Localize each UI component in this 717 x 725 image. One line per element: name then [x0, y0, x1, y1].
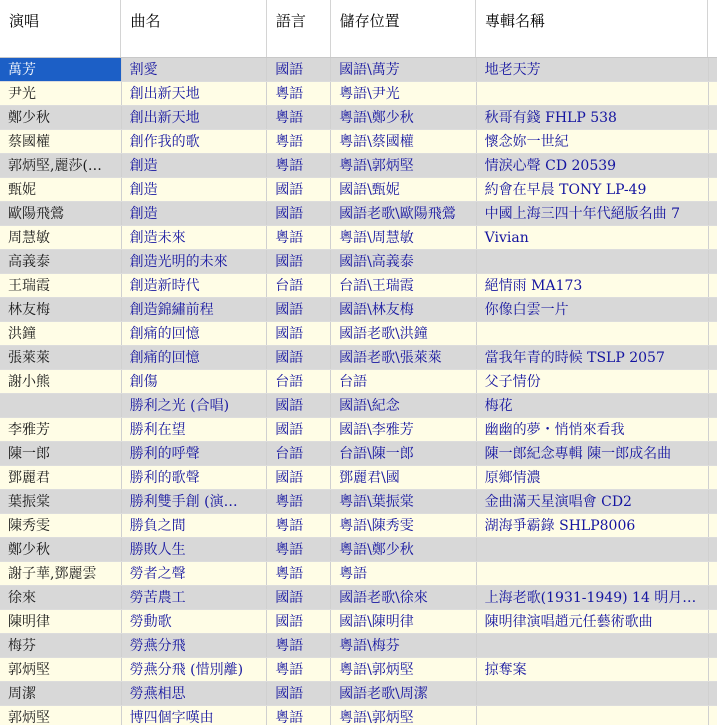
cell-singer: 鄭少秋: [0, 106, 122, 129]
table-row[interactable]: [0, 586, 717, 610]
cell-singer: 蔡國權: [0, 130, 122, 153]
cell-singer: 李雅芳: [0, 418, 122, 441]
cell-singer: 洪鐘: [0, 322, 122, 345]
cell-path: 國語\陳明律: [331, 610, 477, 633]
cell-lang: 粵語: [267, 514, 331, 537]
cell-singer: 尹光: [0, 82, 122, 105]
cell-lang: 國語: [267, 586, 331, 609]
table-row[interactable]: [0, 610, 717, 634]
cell-album: [477, 706, 709, 725]
cell-song: 創造: [122, 154, 268, 177]
cell-lang: 國語: [267, 178, 331, 201]
cell-path: 粵語\鄭少秋: [331, 538, 477, 561]
cell-path: 粵語\尹光: [331, 82, 477, 105]
table-row[interactable]: [0, 538, 717, 562]
cell-spacer: [709, 82, 717, 105]
cell-path: 粵語\梅芬: [331, 634, 477, 657]
cell-path: 粵語\周慧敏: [331, 226, 477, 249]
cell-song: 勝利之光 (合唱): [122, 394, 268, 417]
cell-singer: 郭炳堅: [0, 658, 122, 681]
cell-song: 創造錦繡前程: [122, 298, 268, 321]
cell-album: [477, 82, 709, 105]
cell-album: 金曲滿天星演唱會 CD2: [477, 490, 709, 513]
cell-album: [477, 250, 709, 273]
cell-album: 你像白雲一片: [477, 298, 709, 321]
cell-album: 絕情雨 MA173: [477, 274, 709, 297]
cell-album: 中國上海三四十年代絕版名曲 7: [477, 202, 709, 225]
cell-album: [477, 634, 709, 657]
cell-album: 梅花: [477, 394, 709, 417]
cell-path: 國語老歌\張萊萊: [331, 346, 477, 369]
cell-lang: 粵語: [267, 82, 331, 105]
column-header-song[interactable]: 曲名: [121, 0, 266, 57]
cell-lang: 粵語: [267, 538, 331, 561]
cell-singer: 歐陽飛鶯: [0, 202, 122, 225]
table-row[interactable]: [0, 418, 717, 442]
cell-album: [477, 538, 709, 561]
cell-song: 創出新天地: [122, 82, 268, 105]
cell-singer: 陳明律: [0, 610, 122, 633]
table-row[interactable]: [0, 154, 717, 178]
cell-singer: 葉振棠: [0, 490, 122, 513]
cell-lang: 國語: [267, 202, 331, 225]
table-row[interactable]: [0, 490, 717, 514]
cell-spacer: [709, 322, 717, 345]
cell-lang: 粵語: [267, 562, 331, 585]
cell-spacer: [709, 562, 717, 585]
cell-spacer: [709, 586, 717, 609]
table-row[interactable]: [0, 58, 717, 82]
cell-song: 創痛的回憶: [122, 346, 268, 369]
cell-album: 地老天芳: [477, 58, 709, 81]
table-row[interactable]: [0, 442, 717, 466]
table-row[interactable]: [0, 106, 717, 130]
cell-path: 鄧麗君\國: [331, 466, 477, 489]
cell-path: 粵語\陳秀雯: [331, 514, 477, 537]
cell-singer: 陳秀雯: [0, 514, 122, 537]
cell-song: 勞燕分飛 (惜別離): [122, 658, 268, 681]
cell-singer: 王瑞霞: [0, 274, 122, 297]
cell-song: 創造未來: [122, 226, 268, 249]
cell-album: 掠奪案: [477, 658, 709, 681]
cell-song: 創造: [122, 178, 268, 201]
cell-path: 台語\王瑞霞: [331, 274, 477, 297]
table-row[interactable]: [0, 130, 717, 154]
cell-lang: 國語: [267, 418, 331, 441]
cell-singer: 周慧敏: [0, 226, 122, 249]
cell-spacer: [709, 178, 717, 201]
cell-spacer: [709, 514, 717, 537]
cell-lang: 國語: [267, 394, 331, 417]
cell-singer: 謝小熊: [0, 370, 122, 393]
cell-song: 創造: [122, 202, 268, 225]
cell-spacer: [709, 106, 717, 129]
cell-song: 創造光明的未來: [122, 250, 268, 273]
cell-path: 國語\紀念: [331, 394, 477, 417]
cell-path: 粵語: [331, 562, 477, 585]
cell-spacer: [709, 538, 717, 561]
cell-song: 割愛: [122, 58, 268, 81]
cell-lang: 粵語: [267, 130, 331, 153]
cell-path: 粵語\鄭少秋: [331, 106, 477, 129]
cell-lang: 國語: [267, 322, 331, 345]
table-row[interactable]: [0, 226, 717, 250]
cell-spacer: [709, 682, 717, 705]
cell-spacer: [709, 706, 717, 725]
cell-album: 陳一郎紀念專輯 陳一郎成名曲: [477, 442, 709, 465]
cell-spacer: [709, 202, 717, 225]
cell-spacer: [709, 442, 717, 465]
cell-song: 創出新天地: [122, 106, 268, 129]
column-header-singer[interactable]: 演唱: [0, 0, 121, 57]
cell-song: 勞苦農工: [122, 586, 268, 609]
cell-singer: 張萊萊: [0, 346, 122, 369]
cell-lang: 國語: [267, 58, 331, 81]
cell-singer: 徐來: [0, 586, 122, 609]
cell-path: 台語: [331, 370, 477, 393]
cell-song: 勝負之間: [122, 514, 268, 537]
cell-song: 勝利雙手創 (演…: [122, 490, 268, 513]
table-row[interactable]: [0, 394, 717, 418]
table-row[interactable]: [0, 322, 717, 346]
cell-song: 創作我的歌: [122, 130, 268, 153]
cell-spacer: [709, 658, 717, 681]
cell-album: 當我年青的時候 TSLP 2057: [477, 346, 709, 369]
cell-lang: 國語: [267, 682, 331, 705]
column-header-spacer: [708, 0, 717, 57]
cell-spacer: [709, 226, 717, 249]
cell-path: 國語\林友梅: [331, 298, 477, 321]
cell-path: 台語\陳一郎: [331, 442, 477, 465]
table-row[interactable]: [0, 202, 717, 226]
cell-singer: 謝子華,鄧麗雲: [0, 562, 122, 585]
cell-lang: 國語: [267, 346, 331, 369]
cell-song: 勝利的歌聲: [122, 466, 268, 489]
cell-song: 創造新時代: [122, 274, 268, 297]
table-row[interactable]: [0, 346, 717, 370]
cell-singer: 甄妮: [0, 178, 122, 201]
cell-path: 國語\萬芳: [331, 58, 477, 81]
cell-spacer: [709, 610, 717, 633]
cell-singer: 郭炳堅: [0, 706, 122, 725]
table-row[interactable]: [0, 562, 717, 586]
table-row[interactable]: [0, 274, 717, 298]
cell-song: 博四個字嘆由: [122, 706, 268, 725]
cell-album: 幽幽的夢・悄悄來看我: [477, 418, 709, 441]
table-header: [0, 0, 717, 58]
cell-path: 國語老歌\周潔: [331, 682, 477, 705]
table-row[interactable]: [0, 682, 717, 706]
cell-path: 粵語\郭炳堅: [331, 154, 477, 177]
cell-singer: 鄧麗君: [0, 466, 122, 489]
column-header-language[interactable]: 語言: [267, 0, 331, 57]
cell-spacer: [709, 634, 717, 657]
cell-spacer: [709, 130, 717, 153]
cell-spacer: [709, 154, 717, 177]
cell-album: 約會在早晨 TONY LP-49: [477, 178, 709, 201]
cell-spacer: [709, 394, 717, 417]
cell-path: 國語老歌\洪鐘: [331, 322, 477, 345]
cell-album: 湖海爭霸錄 SHLP8006: [477, 514, 709, 537]
cell-spacer: [709, 466, 717, 489]
cell-lang: 粵語: [267, 154, 331, 177]
cell-lang: 粵語: [267, 106, 331, 129]
cell-song: 勞動歌: [122, 610, 268, 633]
cell-lang: 粵語: [267, 490, 331, 513]
table-row[interactable]: [0, 514, 717, 538]
cell-song: 勝利的呼聲: [122, 442, 268, 465]
cell-lang: 國語: [267, 250, 331, 273]
cell-path: 粵語\郭炳堅: [331, 658, 477, 681]
cell-album: 原鄉情濃: [477, 466, 709, 489]
cell-lang: 國語: [267, 466, 331, 489]
table-body: [0, 58, 717, 725]
cell-path: 國語\李雅芳: [331, 418, 477, 441]
table-row[interactable]: [0, 634, 717, 658]
table-row[interactable]: [0, 706, 717, 725]
table-row[interactable]: [0, 250, 717, 274]
cell-singer: [0, 394, 122, 417]
cell-song: 創傷: [122, 370, 268, 393]
cell-spacer: [709, 298, 717, 321]
cell-spacer: [709, 250, 717, 273]
cell-lang: 粵語: [267, 658, 331, 681]
cell-album: 懷念妳一世紀: [477, 130, 709, 153]
cell-spacer: [709, 418, 717, 441]
table-row[interactable]: [0, 658, 717, 682]
cell-album: Vivian: [477, 226, 709, 249]
cell-song: 勞燕分飛: [122, 634, 268, 657]
cell-spacer: [709, 58, 717, 81]
cell-singer: 鄭少秋: [0, 538, 122, 561]
table-row[interactable]: [0, 82, 717, 106]
cell-spacer: [709, 346, 717, 369]
cell-singer: 高義泰: [0, 250, 122, 273]
cell-song: 勞者之聲: [122, 562, 268, 585]
cell-album: 父子情份: [477, 370, 709, 393]
cell-lang: 國語: [267, 610, 331, 633]
cell-album: 情淚心聲 CD 20539: [477, 154, 709, 177]
cell-lang: 國語: [267, 298, 331, 321]
cell-album: [477, 682, 709, 705]
cell-singer: 陳一郎: [0, 442, 122, 465]
cell-path: 國語\高義泰: [331, 250, 477, 273]
cell-album: 上海老歌(1931-1949) 14 明月…: [477, 586, 709, 609]
cell-path: 國語老歌\歐陽飛鶯: [331, 202, 477, 225]
cell-path: 粵語\葉振棠: [331, 490, 477, 513]
cell-album: 秋哥有錢 FHLP 538: [477, 106, 709, 129]
cell-spacer: [709, 370, 717, 393]
cell-path: 國語\甄妮: [331, 178, 477, 201]
table-row[interactable]: [0, 466, 717, 490]
table-row[interactable]: [0, 298, 717, 322]
cell-singer: 林友梅: [0, 298, 122, 321]
column-header-path[interactable]: 儲存位置: [331, 0, 476, 57]
column-header-album[interactable]: 專輯名稱: [476, 0, 708, 57]
cell-path: 國語老歌\徐來: [331, 586, 477, 609]
cell-album: 陳明律演唱趙元任藝術歌曲: [477, 610, 709, 633]
cell-lang: 粵語: [267, 226, 331, 249]
cell-song: 勝利在望: [122, 418, 268, 441]
cell-lang: 粵語: [267, 706, 331, 725]
cell-spacer: [709, 274, 717, 297]
cell-lang: 台語: [267, 442, 331, 465]
cell-singer: 萬芳: [0, 58, 122, 81]
cell-lang: 台語: [267, 370, 331, 393]
cell-path: 粵語\蔡國權: [331, 130, 477, 153]
cell-singer: 周潔: [0, 682, 122, 705]
cell-spacer: [709, 490, 717, 513]
cell-path: 粵語\郭炳堅: [331, 706, 477, 725]
table-row[interactable]: [0, 178, 717, 202]
table-row[interactable]: [0, 370, 717, 394]
cell-singer: 郭炳堅,麗莎(…: [0, 154, 122, 177]
cell-song: 創痛的回憶: [122, 322, 268, 345]
cell-album: [477, 322, 709, 345]
cell-song: 勞燕相思: [122, 682, 268, 705]
cell-album: [477, 562, 709, 585]
cell-singer: 梅芬: [0, 634, 122, 657]
cell-lang: 粵語: [267, 634, 331, 657]
cell-lang: 台語: [267, 274, 331, 297]
cell-song: 勝敗人生: [122, 538, 268, 561]
